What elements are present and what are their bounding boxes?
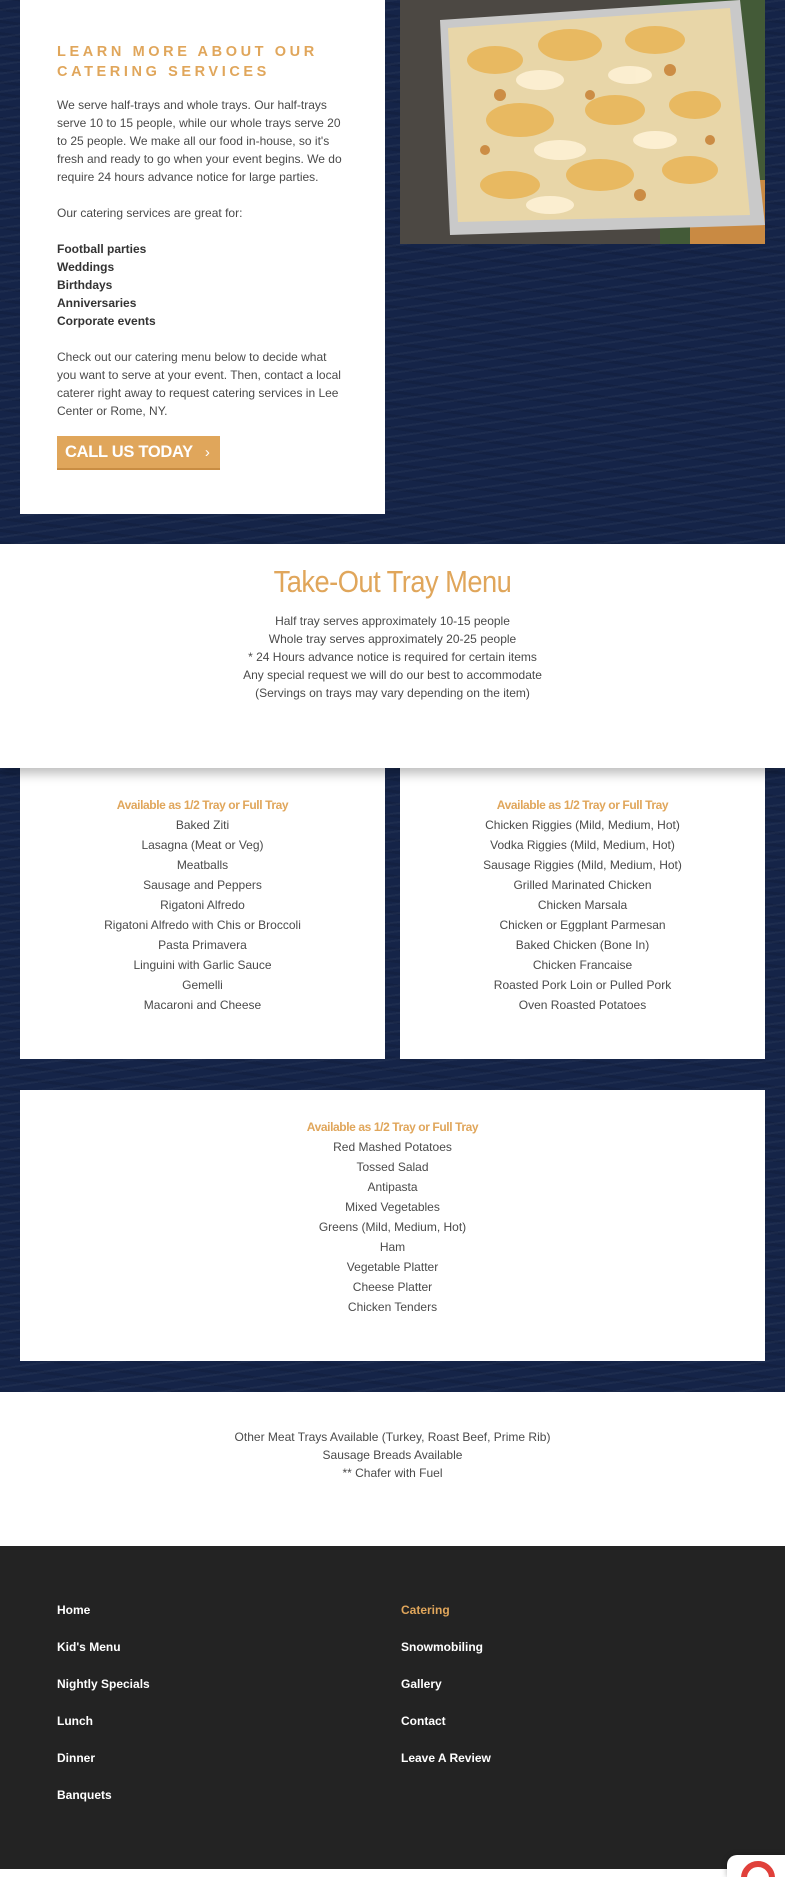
footer-nav-left — [57, 1602, 150, 1824]
menu-item: Rigatoni Alfredo with Chis or Broccoli — [104, 918, 301, 932]
menu-card-pasta — [20, 768, 385, 1059]
menu-note: * 24 Hours advance notice is required for certain items — [248, 650, 537, 664]
menu-item: Linguini with Garlic Sauce — [133, 958, 272, 972]
intro-paragraph-great-for: Our catering services are great for: — [57, 206, 243, 220]
footer-link-dinner[interactable]: Dinner — [57, 1751, 96, 1765]
menu-item: Mixed Vegetables — [345, 1200, 440, 1214]
menu-note: (Servings on trays may vary depending on the item) — [255, 686, 530, 700]
menu-item: Cheese Platter — [352, 1280, 433, 1294]
menu-item: Red Mashed Potatoes — [333, 1140, 452, 1154]
extras-section — [0, 1392, 785, 1546]
menu-item: Sausage and Peppers — [143, 878, 262, 892]
intro-paragraph-trays: We serve half-trays and whole trays. Our half-trays serve 10 to 15 people, while our whole trays serve 20 to 25 people. We make all our food in-house, so it's fresh and ready to go when your event begins. We do require 24 hours advance notice for large parties. — [57, 98, 342, 184]
catering-heading: LEARN MORE ABOUT OUR CATERING SERVICES — [57, 44, 318, 80]
menu-item: Pasta Primavera — [158, 938, 247, 952]
menu-item: Roasted Pork Loin or Pulled Pork — [493, 978, 672, 992]
menu-item: Meatballs — [176, 858, 229, 872]
menu-item: Grilled Marinated Chicken — [513, 878, 652, 892]
menu-item: Gemelli — [182, 978, 223, 992]
extra-note: Sausage Breads Available — [322, 1448, 463, 1462]
extra-note: Other Meat Trays Available (Turkey, Roast Beef, Prime Rib) — [234, 1430, 551, 1444]
menu-title: Take-Out Tray Menu — [273, 564, 512, 599]
chat-widget-button[interactable] — [727, 1855, 785, 1877]
menu-item: Chicken Tenders — [347, 1300, 438, 1314]
catering-intro-card — [20, 0, 385, 514]
baked-pasta-tray-image — [400, 0, 765, 244]
menu-item: Sausage Riggies (Mild, Medium, Hot) — [483, 858, 682, 872]
menu-item: Tossed Salad — [356, 1160, 429, 1174]
extra-note: ** Chafer with Fuel — [342, 1466, 443, 1480]
menu-item: Rigatoni Alfredo — [160, 898, 245, 912]
menu-item: Antipasta — [367, 1180, 418, 1194]
footer-link-kids-menu[interactable]: Kid's Menu — [57, 1640, 121, 1654]
menu-card-entrees — [400, 768, 765, 1059]
menu-item: Chicken Marsala — [537, 898, 628, 912]
event-item: Weddings — [57, 260, 115, 274]
menu-item: Baked Ziti — [175, 818, 230, 832]
menu-item: Oven Roasted Potatoes — [518, 998, 647, 1012]
footer-link-catering[interactable]: Catering — [401, 1603, 450, 1617]
menu-item: Chicken Riggies (Mild, Medium, Hot) — [485, 818, 680, 832]
footer-link-banquets[interactable]: Banquets — [57, 1788, 112, 1802]
footer-link-home[interactable]: Home — [57, 1603, 91, 1617]
event-item: Anniversaries — [57, 296, 137, 310]
menu-note: Any special request we will do our best to accommodate — [243, 668, 542, 682]
footer-link-snowmobiling[interactable]: Snowmobiling — [401, 1640, 483, 1654]
chat-icon — [741, 1861, 775, 1877]
menu-card-title: Available as 1/2 Tray or Full Tray — [496, 798, 669, 812]
menu-card-title: Available as 1/2 Tray or Full Tray — [306, 1120, 479, 1134]
menu-item: Macaroni and Cheese — [143, 998, 262, 1012]
event-list — [57, 240, 348, 330]
intro-paragraph-menu: Check out our catering menu below to decide what you want to serve at your event. Then, contact a local caterer right away to request catering services in Lee Center or Rome, NY. — [57, 350, 341, 418]
footer-link-leave-a-review[interactable]: Leave A Review — [401, 1751, 491, 1765]
event-item: Birthdays — [57, 278, 113, 292]
menu-card-title: Available as 1/2 Tray or Full Tray — [116, 798, 289, 812]
spacer — [57, 330, 348, 348]
menu-item: Vegetable Platter — [346, 1260, 439, 1274]
menu-item: Ham — [379, 1240, 406, 1254]
footer-link-contact[interactable]: Contact — [401, 1714, 446, 1728]
footer-link-nightly-specials[interactable]: Nightly Specials — [57, 1677, 150, 1691]
catering-intro-section — [0, 0, 785, 544]
catering-tray-photo — [400, 0, 765, 244]
menu-item: Chicken or Eggplant Parmesan — [499, 918, 666, 932]
menu-item: Lasagna (Meat or Veg) — [141, 838, 264, 852]
event-item: Corporate events — [57, 314, 156, 328]
spacer — [57, 186, 348, 204]
footer-nav-right — [401, 1602, 491, 1787]
call-us-today-button[interactable] — [57, 436, 220, 470]
event-item: Football parties — [57, 242, 147, 256]
menu-card-sides — [20, 1090, 765, 1361]
menu-item: Vodka Riggies (Mild, Medium, Hot) — [490, 838, 675, 852]
menu-heading-section — [0, 544, 785, 768]
menu-note: Half tray serves approximately 10-15 people — [275, 614, 510, 628]
chevron-right-icon: › — [204, 443, 210, 461]
spacer — [57, 222, 348, 240]
menu-item: Baked Chicken (Bone In) — [515, 938, 650, 952]
menu-note: Whole tray serves approximately 20-25 people — [268, 632, 517, 646]
menu-cards-section — [0, 768, 785, 1392]
menu-item: Greens (Mild, Medium, Hot) — [318, 1220, 467, 1234]
call-us-today-label: CALL US TODAY — [65, 442, 193, 461]
menu-item: Chicken Francaise — [532, 958, 633, 972]
menu-notes — [0, 612, 785, 702]
footer-bottom-bar — [0, 1869, 785, 1877]
footer-link-gallery[interactable]: Gallery — [401, 1677, 442, 1691]
site-footer — [0, 1546, 785, 1877]
footer-link-lunch[interactable]: Lunch — [57, 1714, 93, 1728]
